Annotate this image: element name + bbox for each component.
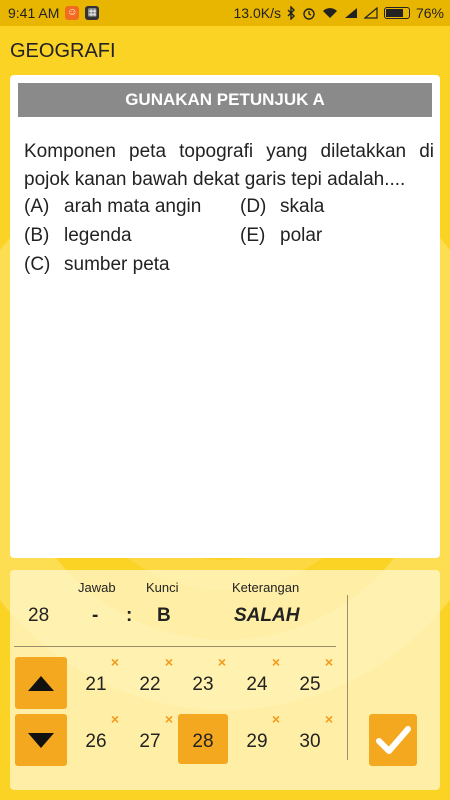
status-bar	[0, 0, 450, 26]
option-text: polar	[280, 225, 323, 246]
question-number-label: 30	[299, 731, 321, 752]
question-number-30[interactable]	[285, 711, 335, 764]
question-number-label: 27	[139, 731, 161, 752]
answer-separator: :	[126, 605, 133, 626]
panel-divider-horizontal	[14, 646, 336, 647]
battery-icon	[384, 7, 410, 19]
status-time: 9:41 AM	[8, 5, 60, 21]
alarm-icon	[302, 6, 316, 20]
option-e[interactable]	[240, 225, 322, 254]
signal-icon	[344, 7, 358, 19]
question-number-25[interactable]	[285, 654, 335, 707]
question-number-label: 24	[246, 674, 268, 695]
option-text: legenda	[64, 225, 132, 246]
option-a[interactable]	[24, 196, 201, 225]
option-d[interactable]	[240, 196, 324, 225]
wrong-mark-icon: ×	[271, 711, 280, 727]
current-question-number: 28	[28, 605, 50, 626]
wrong-mark-icon: ×	[164, 711, 173, 727]
option-b[interactable]	[24, 225, 132, 254]
question-number-29[interactable]	[232, 711, 282, 764]
wrong-mark-icon: ×	[217, 654, 226, 670]
bluetooth-icon	[287, 6, 296, 20]
instruction-header: GUNAKAN PETUNJUK A	[18, 83, 432, 117]
battery-percent: 76%	[415, 5, 444, 21]
option-text: sumber peta	[64, 254, 170, 275]
app-title: GEOGRAFI	[10, 40, 116, 62]
wrong-mark-icon: ×	[271, 654, 280, 670]
label-kunci: Kunci	[146, 580, 179, 595]
question-card	[10, 75, 440, 558]
option-c[interactable]	[24, 254, 170, 283]
up-arrow-icon	[15, 657, 67, 709]
question-number-24[interactable]	[232, 654, 282, 707]
question-number-22[interactable]	[125, 654, 175, 707]
question-number-label: 21	[85, 674, 107, 695]
question-number-label: 29	[246, 731, 268, 752]
wrong-mark-icon: ×	[164, 654, 173, 670]
panel-divider-vertical	[347, 595, 348, 760]
question-number-label: 25	[299, 674, 321, 695]
option-letter: (D)	[240, 196, 267, 217]
network-speed: 13.0K/s	[233, 5, 281, 21]
wrong-mark-icon: ×	[110, 711, 119, 727]
notification-app-icon: ☺	[67, 7, 78, 18]
wrong-mark-icon: ×	[324, 711, 333, 727]
down-arrow-icon	[15, 714, 67, 766]
check-icon	[369, 714, 417, 766]
question-number-27[interactable]	[125, 711, 175, 764]
wifi-icon	[322, 7, 338, 19]
question-number-label: 28	[192, 731, 214, 752]
option-letter: (A)	[24, 196, 50, 217]
question-number-28-selected[interactable]	[178, 714, 228, 764]
question-number-label: 23	[192, 674, 214, 695]
option-text: skala	[280, 196, 325, 217]
option-letter: (C)	[24, 254, 51, 275]
notification-keyboard-icon: ▦	[85, 6, 99, 20]
scroll-up-button[interactable]	[15, 657, 67, 709]
wrong-mark-icon: ×	[110, 654, 119, 670]
option-text: arah mata angin	[64, 196, 202, 217]
label-keterangan: Keterangan	[232, 580, 300, 595]
label-jawab: Jawab	[78, 580, 116, 595]
question-number-26[interactable]	[71, 711, 121, 764]
question-number-label: 22	[139, 674, 161, 695]
scroll-down-button[interactable]	[15, 714, 67, 766]
answer-key: B	[157, 605, 171, 626]
option-letter: (B)	[24, 225, 50, 246]
submit-check-button[interactable]	[369, 714, 417, 766]
question-number-label: 26	[85, 731, 107, 752]
question-text: Komponen peta topografi yang diletakkan di pojok kanan bawah dekat garis tepi adalah....	[24, 141, 434, 190]
option-letter: (E)	[240, 225, 266, 246]
signal-icon-2	[364, 7, 378, 19]
question-number-23[interactable]	[178, 654, 228, 707]
result-status: SALAH	[234, 605, 300, 626]
user-answer: -	[92, 605, 99, 626]
wrong-mark-icon: ×	[324, 654, 333, 670]
question-number-21[interactable]	[71, 654, 121, 707]
